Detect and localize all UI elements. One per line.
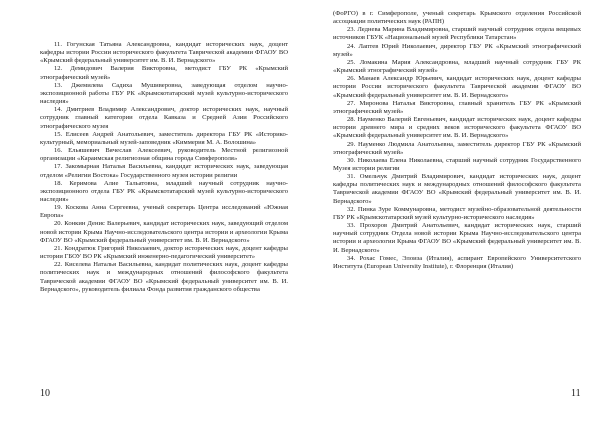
list-item: 13. Джемилева Садиха Мушиверовна, заведующая отделом научно-экспозиционной работы ГБУ РК «Крымскотатарский музей культурно-исторического наследия» — [40, 81, 288, 106]
list-item: 27. Миронова Наталья Викторовна, главный хранитель ГБУ РК «Крымский этнографический музей» — [333, 99, 581, 115]
list-item: 15. Елисеев Андрей Анатольевич, заместитель директора ГБУ РК «Историко-культурный, мемориальный музей-заповедник «Киммерия М. А. Волошина» — [40, 130, 288, 146]
list-item: 23. Леднева Марина Владимировна, старший научный сотрудник отдела вещевых источников ГБУК «Национальный музей Республики Татарстан» — [333, 26, 581, 42]
continuation-text: (ФоРГО) в г. Симферополе, ученый секретарь Крымского отделения Российской ассоциации политических наук (РАПН) — [333, 10, 581, 26]
left-page-column — [40, 41, 288, 294]
list-item: 11. Гогунская Татьяна Александровна, кандидат исторических наук, доцент кафедры истории России исторического факультета Таврической академии ФГАОУ ВО «Крымский федеральный университет им. В. И. Вернадского» — [40, 41, 288, 65]
list-item: 30. Николаева Елена Николаевна, старший научный сотрудник Государственного Музея истории религии — [333, 156, 581, 172]
list-item: 14. Дмитриев Владимир Александрович, доктор исторических наук, научный сотрудник главный категории отдела Кавказа и Средней Азии Российского этнографического музея — [40, 106, 288, 130]
list-item: 16. Ельяшевич Вячеслав Алексеевич, руководитель Местной религиозной организации «Караимская религиозная община города Симферополя» — [40, 147, 288, 163]
list-item: 25. Ломакина Мария Александровна, младший научный сотрудник ГБУ РК «Крымский этнографический музей» — [333, 58, 581, 75]
list-item: 21. Кондратюк Григорий Николаевич, доктор исторических наук, доцент кафедры истории ГБОУ ВО РК «Крымский инженерно-педагогический университет» — [40, 244, 288, 261]
list-item: 24. Лаптев Юрий Николаевич, директор ГБУ РК «Крымский этнографический музей» — [333, 42, 581, 58]
list-item: 34. Рохас Гомес, Элоиза (Италия), аспирант Европейского Университетского Института (European University Institute), г. Флоренция (Италия) — [333, 254, 581, 270]
list-item: 32. Пинка Зуре Коммунаровна, методист музейно-образовательной деятельности ГБУ РК «Крымскотатарский музей культурно-исторического наследия» — [333, 205, 581, 221]
list-item: 22. Киселева Наталья Васильевна, кандидат политических наук, доцент кафедры политических наук и международных отношений философского факультета Таврической академии ФГАОУ ВО «Крымский федеральный университет им. В. И. Вернадского», руководитель филиала Фонда развития гражданского общества — [40, 261, 288, 293]
list-item: 17. Закомырная Наталья Васильевна, кандидат исторических наук, заведующая отделом «Религии Востока» Государственного музея истории религии — [40, 163, 288, 179]
list-item: 20. Конкин Денис Валерьевич, кандидат исторических наук, заведующий отделом новой истории Крыма Научно-исследовательского центра истории и археологии Крыма ФГАОУ ВО «Крымский федеральный университет им. В. И. Вернадского» — [40, 220, 288, 244]
list-item: 18. Керимова Алие Тальатовна, младший научный сотрудник научно-экспозиционного отдела ГБУ РК «Крымскотатарский музей культурно-исторического наследия» — [40, 179, 288, 203]
right-page-number: 11 — [571, 388, 581, 399]
list-item: 12. Демидович Валерия Викторовна, методист ГБУ РК «Крымский этнографический музей» — [40, 65, 288, 81]
left-page-number: 10 — [40, 388, 50, 399]
list-item: 26. Манаев Александр Юрьевич, кандидат исторических наук, доцент кафедры истории России исторического факультета Таврической академии ФГАОУ ВО «Крымский федеральный университет им. В. И. Вернадского» — [333, 75, 581, 99]
list-item: 28. Науменко Валерий Евгеньевич, кандидат исторических наук, доцент кафедры истории древнего мира и средних веков исторического факультета ФГАОУ ВО «Крымский федеральный университет им. В. И. Вернадского» — [333, 116, 581, 140]
list-item: 31. Омельчук Дмитрий Владимирович, кандидат исторических наук, доцент кафедры политических наук и международных отношений философского факультета Таврической академии ФГАОУ ВО «Крымский федеральный университет им. В. И. Вернадского» — [333, 173, 581, 205]
right-page-column — [333, 10, 581, 271]
list-item: 29. Науменко Людмила Анатольевна, заместитель директор ГБУ РК «Крымский этнографический музей» — [333, 140, 581, 156]
list-item: 33. Прохоров Дмитрий Анатольевич, кандидат исторических наук, старший научный сотрудник Отдела новой истории Крыма Научно-исследовательского центра истории и археологии Крыма ФГАОУ ВО «Крымский федеральный университет им. В. И. Вернадского» — [333, 222, 581, 254]
list-item: 19. Коскова Анна Сергеевна, ученый секретарь Центра исследований «Южная Европа» — [40, 204, 288, 220]
